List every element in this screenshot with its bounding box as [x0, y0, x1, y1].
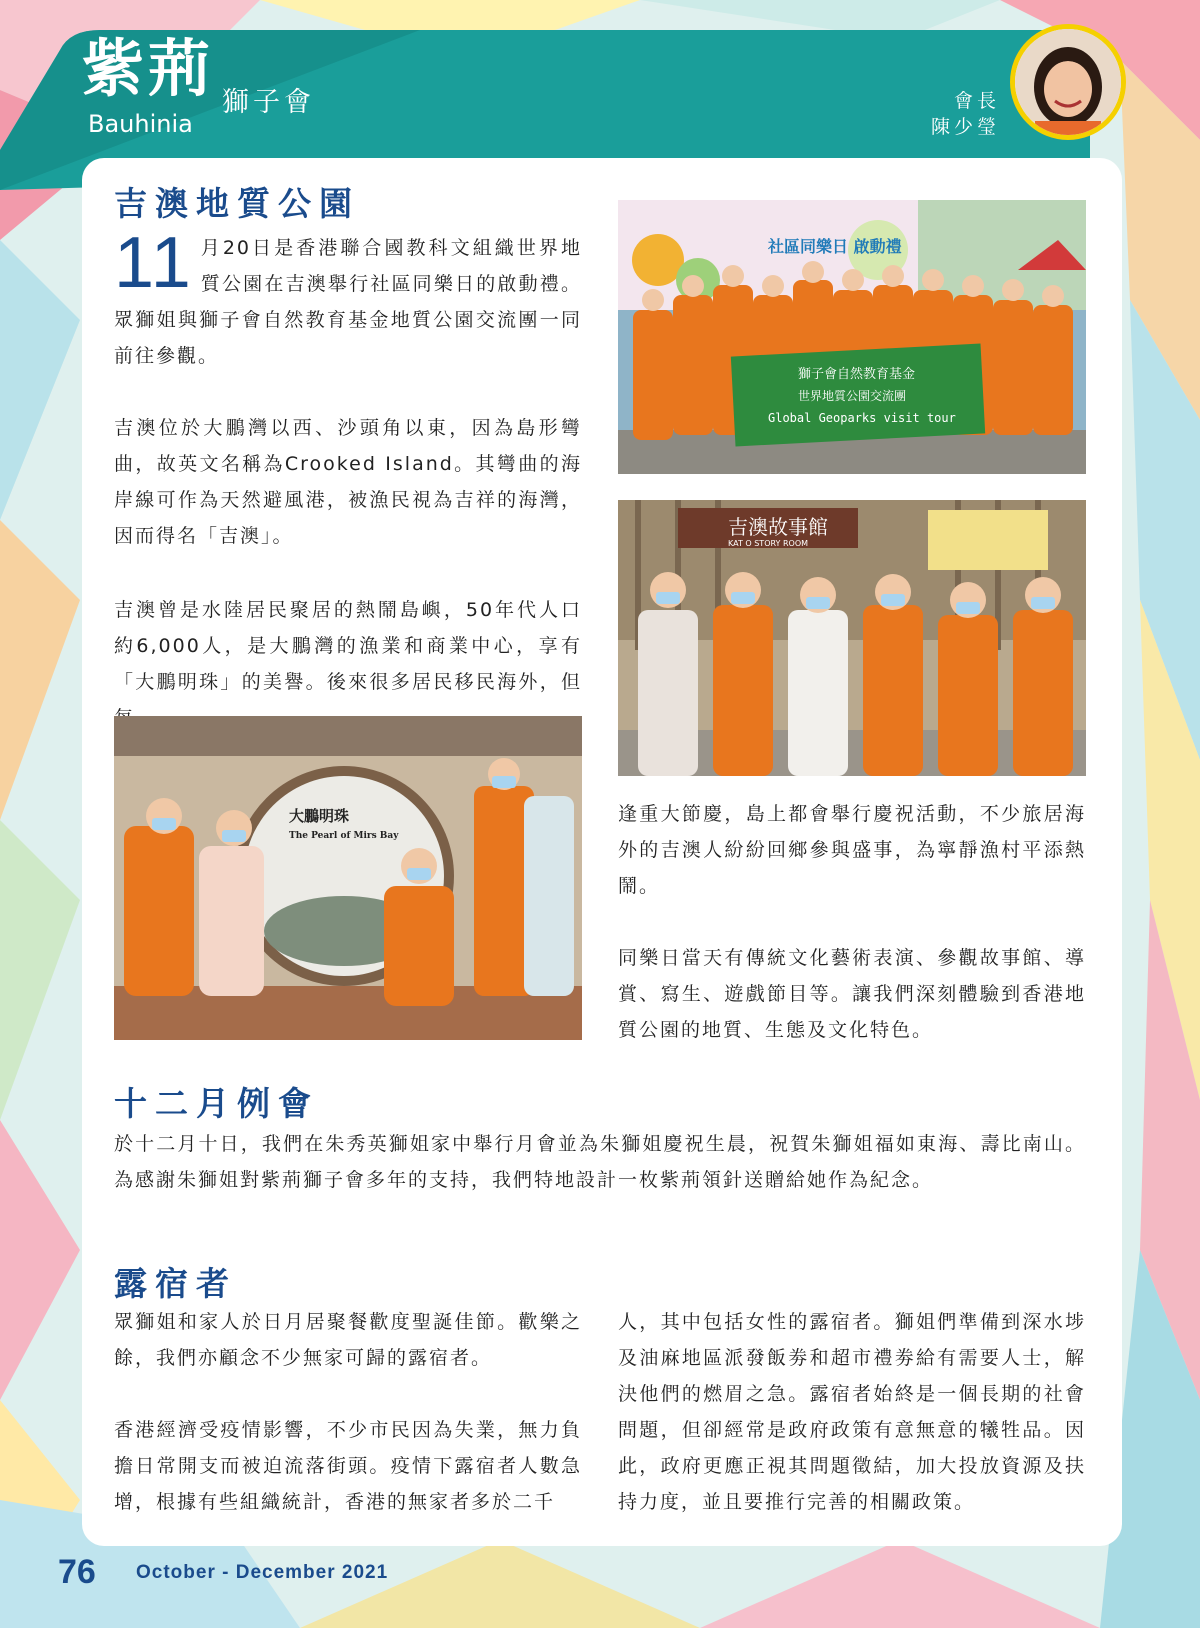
geopark-paragraph-4: 逢重大節慶，島上都會舉行慶祝活動，不少旅居海外的吉澳人紛紛回鄉參與盛事，為寧靜漁村平添熱鬧。 — [618, 803, 1086, 897]
logo-sub: 獅子會 — [222, 87, 315, 118]
logo-english: Bauhinia — [88, 110, 193, 138]
president-title: 會長 — [953, 90, 1000, 112]
photo-story-room — [618, 500, 1086, 776]
december-meeting-paragraph: 於十二月十日，我們在朱秀英獅姐家中舉行月會並為朱獅姐慶祝生晨，祝賀朱獅姐福如東海、壽比南山。為感謝朱獅姐對紫荊獅子會多年的支持，我們特地設計一枚紫荊領針送贈給她作為紀念。 — [114, 1133, 1086, 1191]
photo3-title: 大鵬明珠 — [289, 807, 350, 825]
logo-main: 紫荊 — [82, 32, 215, 105]
geopark-text-1: 月20日是香港聯合國教科文組織世界地質公園在吉澳舉行社區同樂日的啟動禮。眾獅姐與獅子會自然教育基金地質公園交流團一同前往參觀。 — [114, 237, 582, 367]
geopark-paragraph-1 — [114, 223, 582, 374]
geopark-paragraph-5: 同樂日當天有傳統文化藝術表演、參觀故事館、導賞、寫生、遊戲節目等。讓我們深刻體驗到香港地質公園的地質、生態及文化特色。 — [618, 947, 1086, 1041]
dropcap: 11 — [114, 223, 193, 303]
homeless-paragraph-2: 香港經濟受疫情影響，不少市民因為失業，無力負擔日常開支而被迫流落街頭。疫情下露宿者人數急增，根據有些組織統計，香港的無家者多於二千 — [114, 1419, 582, 1513]
section-title-homeless: 露宿者 — [114, 1264, 237, 1303]
photo-group-banner — [618, 200, 1086, 474]
president-name: 陳少瑩 — [930, 116, 1000, 138]
issue-date: October - December 2021 — [136, 1562, 389, 1583]
photo1-banner-text: 獅子會自然教育基金 — [798, 367, 916, 382]
homeless-paragraph-1: 眾獅姐和家人於日月居聚餐歡度聖誕佳節。歡樂之餘，我們亦顧念不少無家可歸的露宿者。 — [114, 1311, 582, 1369]
section-title-december-meeting: 十二月例會 — [114, 1084, 319, 1123]
photo3-title-en: The Pearl of Mirs Bay — [289, 831, 399, 841]
photo2-sign-en: KAT O STORY ROOM — [728, 539, 809, 548]
photo1-banner-text-2: 世界地質公園交流團 — [798, 389, 907, 403]
president-avatar — [1010, 24, 1126, 140]
photo-pearl-exhibit — [114, 716, 582, 1040]
photo1-banner-text-3: Global Geoparks visit tour — [768, 411, 956, 425]
photo1-sign: 社區同樂日 啟動禮 — [768, 237, 902, 256]
geopark-paragraph-2: 吉澳位於大鵬灣以西、沙頭角以東，因為島形彎曲，故英文名稱為Crooked Island。其彎曲的海岸線可作為天然避風港，被漁民視為吉祥的海灣，因而得名「吉澳」。 — [114, 417, 582, 547]
page-number: 76 — [58, 1553, 96, 1591]
geopark-paragraph-3: 吉澳曾是水陸居民聚居的熱鬧島嶼，50年代人口約6,000人，是大鵬灣的漁業和商業中心，享有「大鵬明珠」的美譽。後來很多居民移民海外，但 — [114, 599, 582, 693]
homeless-paragraph-3: 人，其中包括女性的露宿者。獅姐們準備到深水埗及油麻地區派發飯劵和超市禮劵給有需要人士，解決他們的燃眉之急。露宿者始終是一個長期的社會問題，但卻經常是政府政策有意無意的犧牲品。因此，政府更應正視其問題徵結，加大投放資源及扶持力度，並且要推行完善的相關政策。 — [618, 1311, 1086, 1513]
photo2-sign: 吉澳故事館 — [728, 515, 828, 539]
section-title-geopark: 吉澳地質公園 — [114, 184, 360, 223]
